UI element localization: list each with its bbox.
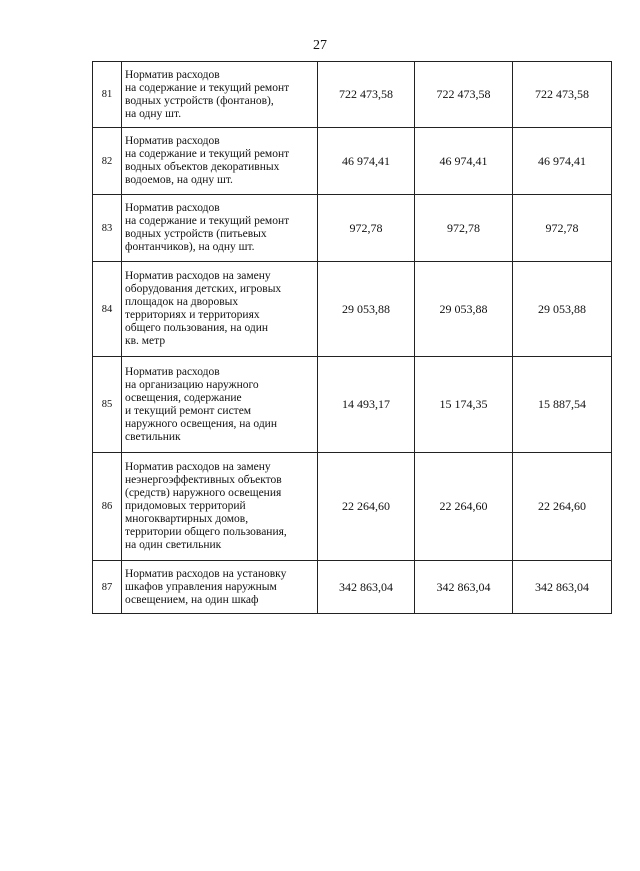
- table-row: [93, 62, 612, 128]
- value-col-2: 46 974,41: [415, 128, 513, 195]
- description-line: на содержание и текущий ремонт: [125, 81, 290, 94]
- table-row: [93, 561, 612, 614]
- row-number: 81: [93, 62, 122, 128]
- description-line: на организацию наружного: [125, 378, 259, 391]
- description-line: освещением, на один шкаф: [125, 593, 259, 606]
- row-description: [122, 128, 318, 195]
- value-col-3: 22 264,60: [513, 453, 612, 561]
- value-col-2: 972,78: [415, 195, 513, 262]
- description-line: фонтанчиков), на одну шт.: [125, 241, 255, 253]
- value-col-1: 46 974,41: [318, 128, 415, 195]
- description-line: кв. метр: [125, 335, 166, 347]
- row-number: 85: [93, 357, 122, 453]
- row-number: 86: [93, 453, 122, 561]
- row-description: [122, 195, 318, 262]
- description-line: на содержание и текущий ремонт: [125, 215, 290, 227]
- table-row: [93, 128, 612, 195]
- description-line: территории общего пользования,: [125, 526, 287, 538]
- description-line: шкафов управления наружным: [125, 580, 277, 593]
- value-col-2: 342 863,04: [415, 561, 513, 614]
- value-col-1: 29 053,88: [318, 262, 415, 357]
- value-col-2: 29 053,88: [415, 262, 513, 357]
- description-line: Норматив расходов: [125, 202, 220, 214]
- row-description: [122, 561, 318, 614]
- description-line: водных устройств (фонтанов),: [125, 94, 274, 107]
- description-line: на содержание и текущий ремонт: [125, 148, 290, 160]
- value-col-2: 15 174,35: [415, 357, 513, 453]
- description-line: водных устройств (питьевых: [125, 228, 267, 240]
- table-row: [93, 195, 612, 262]
- value-col-1: 22 264,60: [318, 453, 415, 561]
- description-line: Норматив расходов на установку: [125, 567, 287, 580]
- description-line: и текущий ремонт систем: [125, 404, 252, 417]
- value-col-3: 972,78: [513, 195, 612, 262]
- value-col-3: 46 974,41: [513, 128, 612, 195]
- value-col-3: 15 887,54: [513, 357, 612, 453]
- value-col-1: 972,78: [318, 195, 415, 262]
- description-line: площадок на дворовых: [125, 296, 239, 308]
- description-line: многоквартирных домов,: [125, 513, 249, 525]
- description-line: (средств) наружного освещения: [125, 487, 282, 499]
- description-line: территориях и территориях: [125, 309, 260, 321]
- description-line: Норматив расходов: [125, 68, 220, 81]
- description-line: освещения, содержание: [125, 391, 242, 404]
- row-number: 82: [93, 128, 122, 195]
- row-description: [122, 62, 318, 128]
- page-number: 27: [313, 38, 327, 53]
- description-line: светильник: [125, 430, 181, 443]
- description-line: Норматив расходов на замену: [125, 270, 271, 282]
- description-line: Норматив расходов: [125, 135, 220, 147]
- row-number: 83: [93, 195, 122, 262]
- table-row: [93, 262, 612, 357]
- description-line: общего пользования, на один: [125, 322, 269, 334]
- table-row: [93, 453, 612, 561]
- description-line: оборудования детских, игровых: [125, 283, 282, 295]
- value-col-1: 14 493,17: [318, 357, 415, 453]
- description-line: придомовых территорий: [125, 500, 246, 512]
- table-row: [93, 357, 612, 453]
- description-line: водных объектов декоративных: [125, 161, 280, 173]
- value-col-2: 722 473,58: [415, 62, 513, 128]
- row-number: 87: [93, 561, 122, 614]
- description-line: водоемов, на одну шт.: [125, 174, 233, 186]
- row-description: [122, 453, 318, 561]
- value-col-3: 342 863,04: [513, 561, 612, 614]
- description-line: Норматив расходов на замену: [125, 461, 271, 473]
- norms-table: [92, 61, 612, 614]
- value-col-1: 722 473,58: [318, 62, 415, 128]
- description-line: на одну шт.: [125, 107, 182, 120]
- row-description: [122, 357, 318, 453]
- value-col-2: 22 264,60: [415, 453, 513, 561]
- description-line: наружного освещения, на один: [125, 417, 277, 430]
- value-col-3: 722 473,58: [513, 62, 612, 128]
- description-line: неэнергоэффективных объектов: [125, 474, 282, 486]
- value-col-1: 342 863,04: [318, 561, 415, 614]
- value-col-3: 29 053,88: [513, 262, 612, 357]
- description-line: на один светильник: [125, 539, 222, 551]
- description-line: Норматив расходов: [125, 365, 220, 378]
- row-number: 84: [93, 262, 122, 357]
- row-description: [122, 262, 318, 357]
